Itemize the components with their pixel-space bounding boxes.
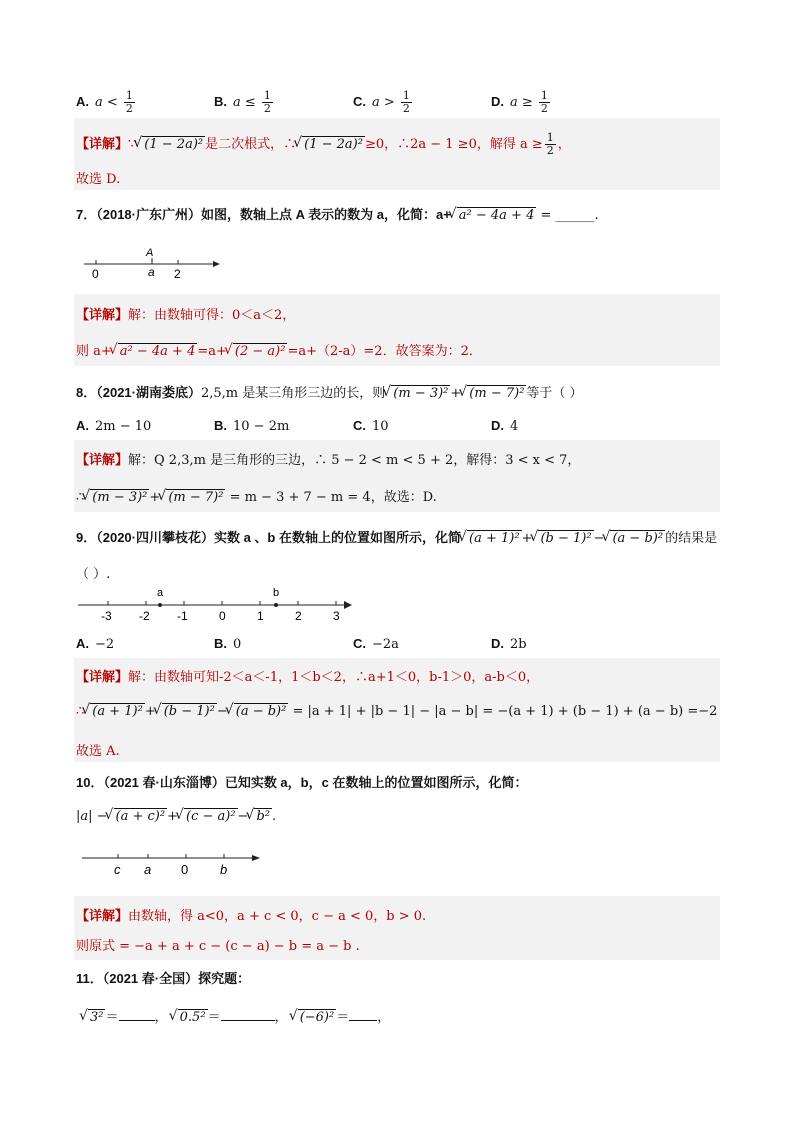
svg-text:a: a [144, 862, 152, 877]
option-d: D. a ≥ $\frac{1}{2}$ [491, 89, 548, 115]
svg-text:-1: -1 [177, 609, 188, 623]
q7-label-2: 2 [174, 267, 181, 281]
svg-text:0: 0 [219, 609, 226, 623]
svg-text:c: c [114, 862, 121, 877]
svg-text:-3: -3 [101, 609, 112, 623]
q10-number-line [80, 846, 270, 882]
q11-stem: 11．（2021 春·全国）探究题： [76, 971, 251, 986]
q8-option-a: A. 2m − 10 [76, 418, 152, 434]
q9-detail-line2: ∴√ (a + 1)² +√ (b − 1)² −√ (a − b)² = |a + 1| + |b − 1| − |a − b| = −(a + 1) + (b − 1) + (a − b) =−2 [76, 703, 717, 719]
q7-detail-line1: 【详解】解：由数轴可得：0＜a＜2， [76, 307, 296, 323]
q8-option-d: D. 4 [491, 418, 519, 434]
q9-option-a: A. −2 [76, 636, 115, 652]
svg-text:b: b [273, 587, 280, 599]
svg-text:-2: -2 [139, 609, 150, 623]
q9-option-b: B. 0 [214, 636, 242, 652]
q10-expression: |a| −√ (a + c)² +√ (c − a)² −√ b² . [76, 808, 276, 824]
q10-detail-line2: 则原式 = −a + a + c − (c − a) − b = a − b . [76, 939, 360, 954]
option-c: C. a > $\frac{1}{2}$ [353, 89, 410, 115]
q7-stem: 7．（2018·广东广州）如图，数轴上点 A 表示的数为 a，化简：a+√ a² − 4a + 4 = ______. [76, 204, 599, 223]
q6-detail-line1: 【详解】∵√ (1 − 2a)² 是二次根式，∴√ (1 − 2a)² ≥0，∴2a − 1 ≥0，解得 a ≥ $\frac{1}{2}$ ， [76, 132, 571, 157]
q9-stem: 9．（2020·四川攀枝花）实数 a 、b 在数轴上的位置如图所示，化简√ (a + 1)² +√ (b − 1)² −√ (a − b)² 的结果是 [76, 527, 717, 546]
q8-option-b: B. 10 − 2m [214, 418, 290, 434]
q7-label-point: A [146, 247, 154, 259]
q9-detail-line1: 【详解】解：由数轴可知-2＜a＜-1，1＜b＜2，∴a+1＜0，b-1＞0，a-b＜0， [76, 669, 540, 685]
q8-detail-line2: ∴√ (m − 3)² +√ (m − 7)² = m − 3 + 7 − m = 4，故选：D. [76, 486, 437, 505]
svg-text:2: 2 [295, 609, 302, 623]
q7-detail-line2: 则 a+√ a² − 4a + 4 =a+√ (2 − a)² =a+（2-a）=2．故答案为：2． [76, 340, 482, 359]
q8-option-c: C. 10 [353, 418, 389, 434]
q7-label-a: a [148, 265, 155, 279]
q9-point-b [274, 603, 278, 607]
q9-option-c: C. −2a [353, 636, 399, 652]
option-b: B. a ≤ $\frac{1}{2}$ [214, 89, 271, 115]
q9-detail-line3: 故选 A. [76, 744, 120, 759]
q10-stem: 10．（2021 春·山东淄博）已知实数 a，b，c 在数轴上的位置如图所示，化简： [76, 775, 528, 790]
q9-point-a [158, 603, 162, 607]
q7-number-line [80, 242, 230, 282]
q8-stem: 8．（2021·湖南娄底）2,5,m 是某三角形三边的长，则√ (m − 3)² +√ (m − 7)² 等于（ ） [76, 382, 583, 401]
q6-detail-line2: 故选 D. [76, 172, 121, 187]
svg-text:b: b [220, 862, 228, 877]
q7-label-0: 0 [92, 267, 99, 281]
q9-number-line [74, 585, 364, 625]
q10-detail-line1: 【详解】由数轴，得 a<0，a + c < 0，c − a < 0，b > 0. [76, 908, 427, 924]
svg-text:3: 3 [333, 609, 340, 623]
q8-detail-line1: 【详解】解：Q 2,3,m 是三角形的三边，∴ 5 − 2 < m < 5 + 2，解得：3 < x < 7， [76, 452, 581, 468]
svg-text:a: a [157, 587, 164, 599]
option-a: A. a < $\frac{1}{2}$ [76, 89, 133, 115]
svg-text:1: 1 [257, 609, 264, 623]
q9-stem-cont: （ ）. [76, 567, 111, 582]
q11-items: √ 3² ＝ ， √ 0.5² ＝ ， √ (−6)² ＝ ， [82, 1006, 390, 1025]
svg-text:0: 0 [181, 862, 189, 877]
q9-option-d: D. 2b [491, 636, 527, 652]
